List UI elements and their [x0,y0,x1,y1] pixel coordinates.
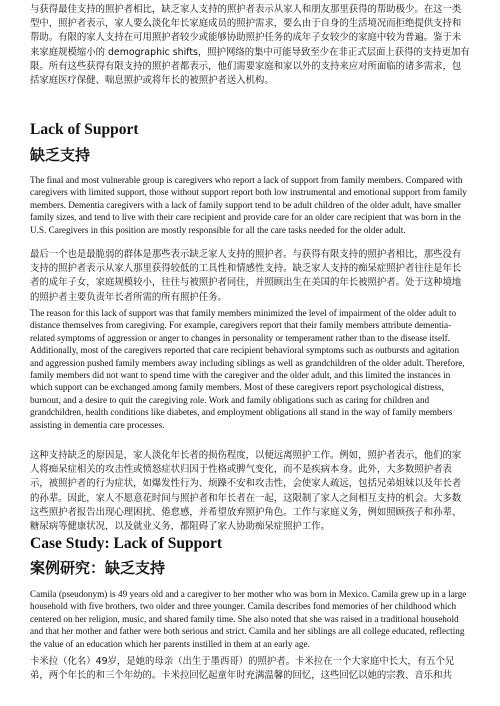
paragraph-zh-limited-support: 与获得最佳支持的照护者相比，缺乏家人支持的照护者表示从家人和朋友那里获得的帮助极少。在这一类型中，照护者表示，家人要么淡化年长家庭成员的照护需求，要么由于自身的生活境况而拒绝提供支持和帮助。有限的家人支持在可用照护者较少或能够协助照护任务的成年子女较少的家庭中较为普遍。鉴于未来家庭规模缩小的 demographic shifts，照护网络的集中可能导致至少在非正式层面上获得的支持更加有限。所有这些获得有限支持的照护者都表示，他们需要家庭和家以外的支持来应对所面临的诸多需求，包括家庭医疗保健、喘息照护或将年长的被照护者送入机构。 [30,4,470,87]
paragraph-en-lack-of-support: The final and most vulnerable group is caregivers who report a lack of support from family members. Compared with caregivers with limited support, those without support report both low instrumental and emotional support from family members. Dementia caregivers with a lack of family support tend to be adult children of the older adult, have smaller family sizes, and tend to live with their care recipient and provide care for an older care recipient that was born in the U.S. Caregivers in this position are mostly responsible for all the care tasks needed for the older adult. [30,175,467,235]
heading-lack-of-support-zh: 缺乏支持 [30,146,91,164]
paragraph-zh-reason: 这种支持缺乏的原因是，家人淡化年长者的损伤程度，以便远离照护工作。例如，照护者表示，他们的家人将痴呆症相关的攻击性或愤怒症状归因于性格或脾气变化，而不是疾病本身。此外，大多数照护者表示，被照护者的行为症状，如爆发性行为、烦躁不安和攻击性，会使家人疏远，包括兄弟姐妹以及年长者的孙辈。因此，家人不愿意花时间与照护者和年长者在一起，这限制了家人之间相互支持的机会。大多数这些照护者报告出现心理困扰、倦怠感，并希望放弃照护角色。工作与家庭义务，例如照顾孩子和孙辈、糖尿病等健康状况，以及就业义务，都阻碍了家人协助痴呆症照护工作。 [30,450,462,533]
heading-case-study-en: Case Study: Lack of Support [30,535,223,552]
heading-lack-of-support-en: Lack of Support [30,121,139,138]
paragraph-zh-lack-of-support: 最后一个也是最脆弱的群体是那些表示缺乏家人支持的照护者。与获得有限支持的照护者相比，那些没有支持的照护者表示从家人那里获得较低的工具性和情感性支持。缺乏家人支持的痴呆症照护者往往是年长者的成年子女，家庭规模较小，往往与被照护者同住，并照顾出生在美国的年长被照护者。处于这种境地的照护者主要负责年长者所需的所有照护任务。 [30,249,462,303]
paragraph-zh-case-study: 卡米拉（化名）49岁，是她的母亲（出生于墨西哥）的照护者。卡米拉在一个大家庭中长大，有五个兄弟，两个年长的和三个年幼的。卡米拉回忆起童年时充满温馨的回忆，这些回忆以她的宗教、音乐和共 [30,656,455,682]
paragraph-en-case-study: Camila (pseudonym) is 49 years old and a caregiver to her mother who was born in Mexico. Camila grew up in a large household with five brothers, two older and three younger. Camila describes fond memories of her childhood which centered on her religion, music, and shared family time. She also noted that she was raised in a traditional household and that her mother and father were both serious and strict. Camila and her siblings are all college educated, reflecting the value of an education which her parents instilled in them at an early age. [30,589,467,649]
paragraph-en-reason: The reason for this lack of support was that family members minimized the level of impairment of the older adult to distance themselves from caregiving. For example, caregivers report that their family members attribute dementia-related symptoms of aggression or anger to changes in personality or temperament rather than to the disease itself. Additionally, most of the caregivers reported that care recipient behavioral symptoms such as outbursts and agitation and aggression pushed family members away including siblings as well as grandchildren of the older adult. Therefore, family members did not want to spend time with the caregiver and the older adult, and this limited the instances in which support can be exchanged among family members. Most of these caregivers report psychological distress, burnout, and a desire to quit the caregiving role. Work and family obligations such as caring for children and grandchildren, health conditions like diabetes, and employment obligations all stand in the way of family members assisting in dementia care processes. [30,308,465,430]
heading-case-study-zh: 案例研究：缺乏支持 [30,559,166,577]
